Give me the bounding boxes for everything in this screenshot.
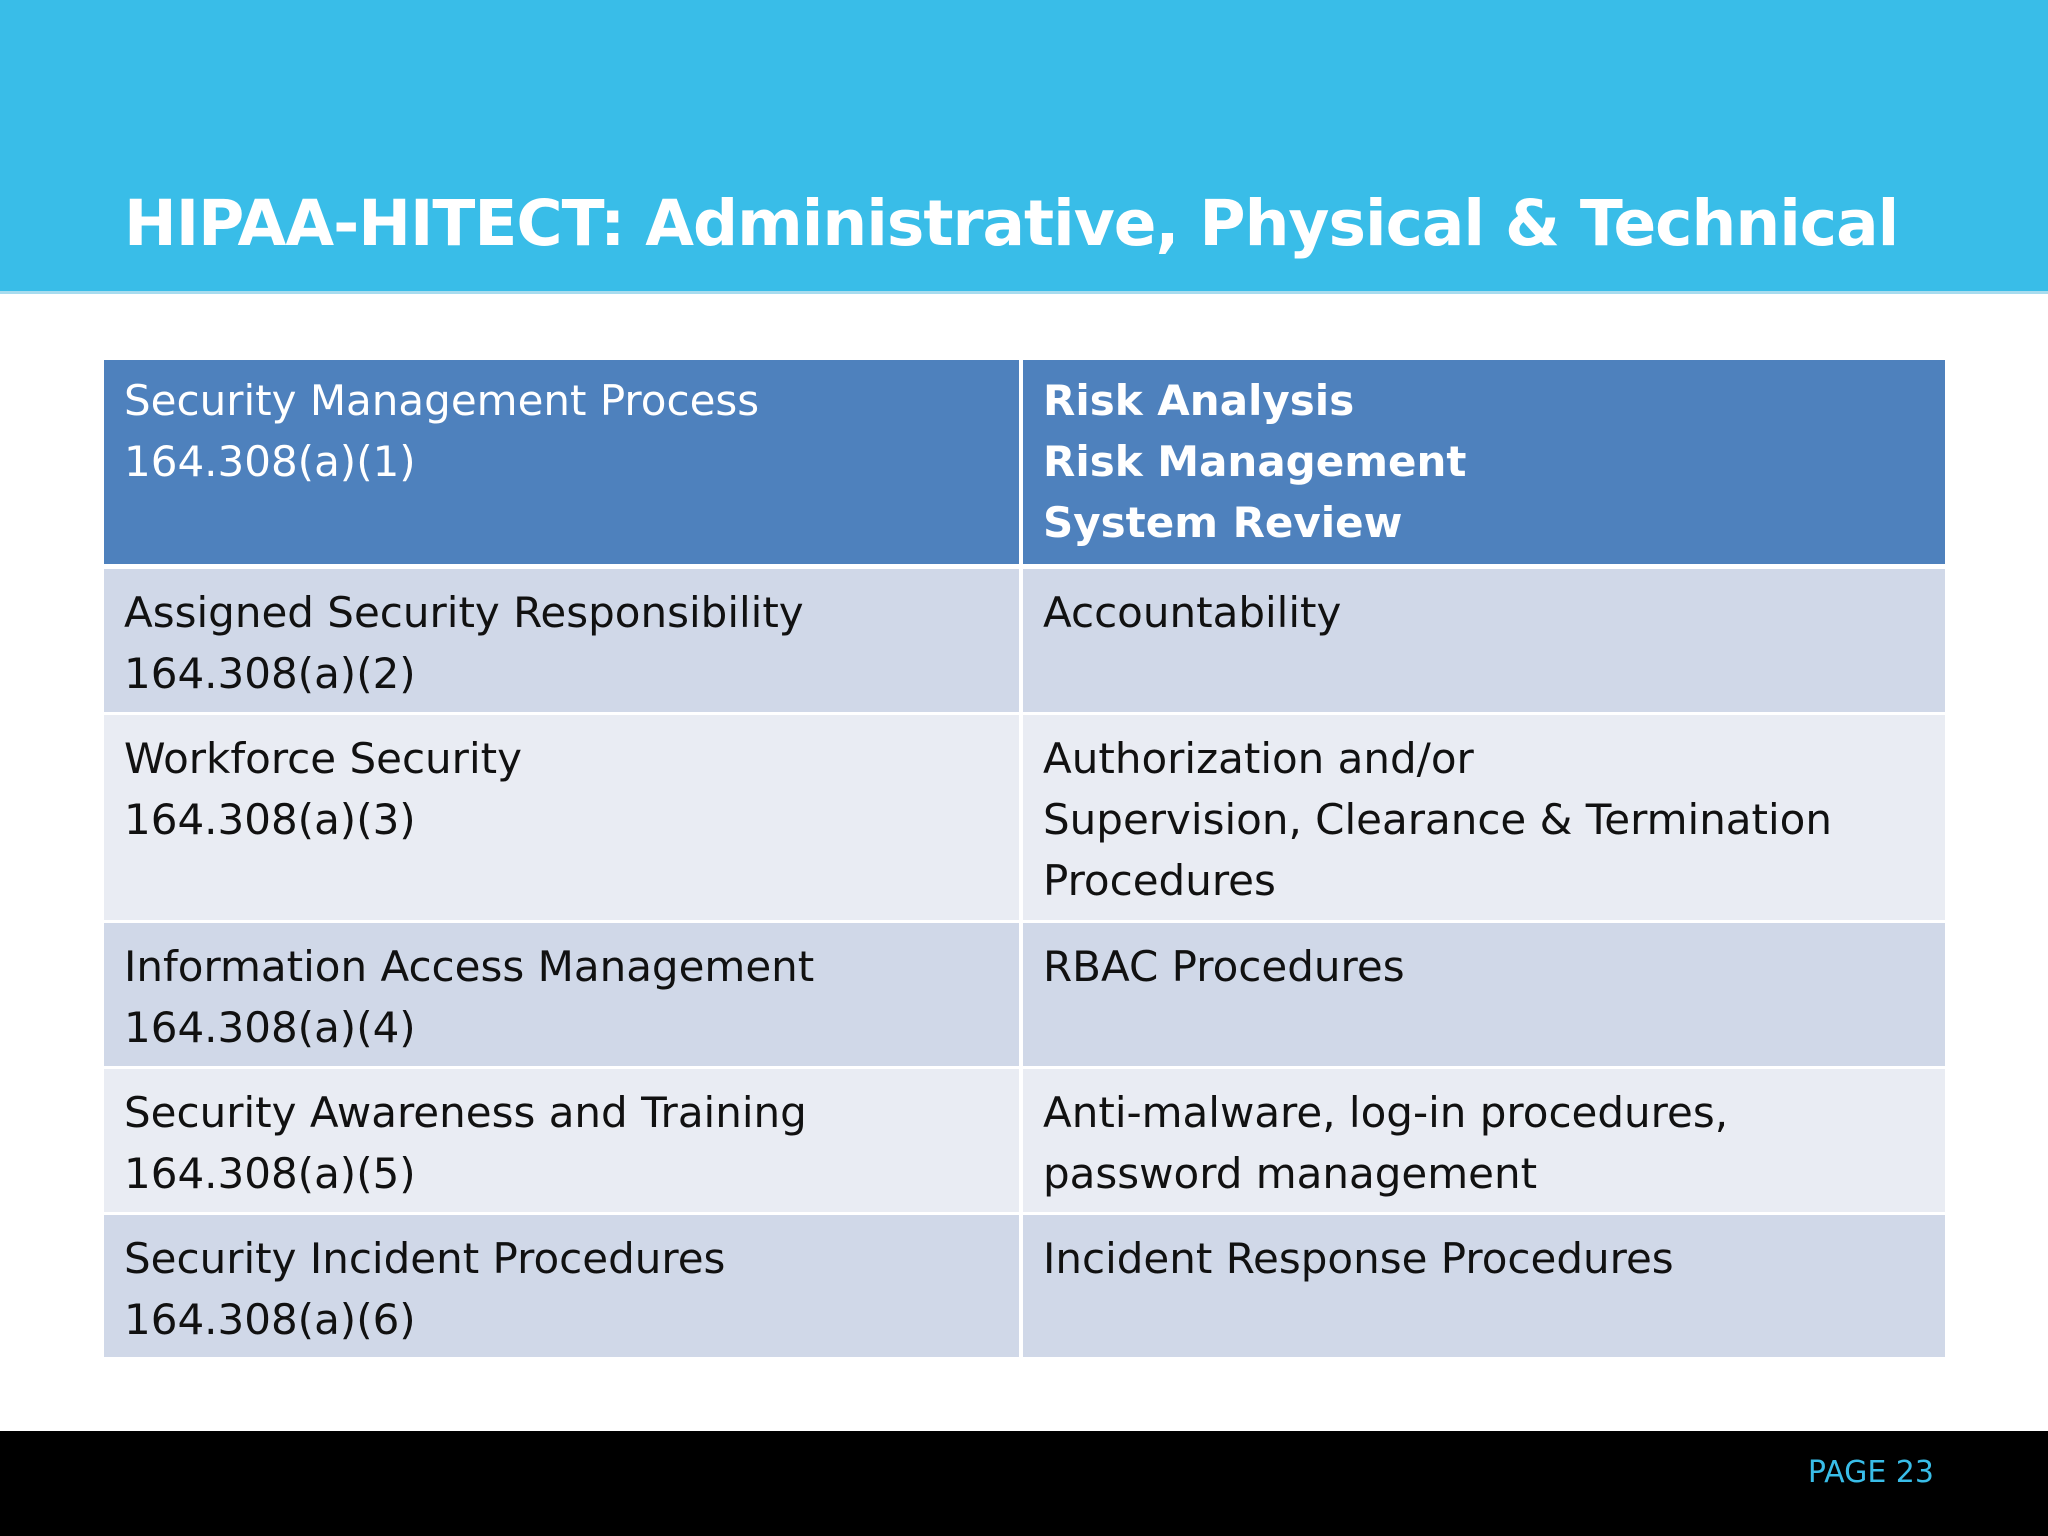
specification-line: RBAC Procedures [1043,942,1405,991]
specification-line: password management [1043,1149,1538,1198]
specification-line: Supervision, Clearance & Termination [1043,795,1832,844]
standard-name: Assigned Security Responsibility [124,588,804,637]
table-row [104,923,1945,1069]
standard-name: Workforce Security [124,734,522,783]
specification-line: System Review [1043,498,1403,547]
standard-name: Security Management Process [124,376,760,425]
table-cell-standard [104,1215,1023,1357]
standard-citation: 164.308(a)(1) [124,437,416,486]
table-row [104,1215,1945,1357]
title-bar [0,0,2048,294]
table-cell-standard [104,569,1023,712]
specification-line: Incident Response Procedures [1043,1234,1674,1283]
table-cell-standard [104,715,1023,920]
table-cell-specification [1023,360,1945,564]
page-number: PAGE 23 [1807,1455,1934,1490]
table-row [104,569,1945,715]
specification-line: Risk Analysis [1043,376,1355,425]
table-row-header [104,360,1945,569]
specification-line: Anti-malware, log-in procedures, [1043,1088,1729,1137]
slide-title: HIPAA-HITECT: Administrative, Physical & Technical [124,187,1899,260]
standard-name: Security Awareness and Training [124,1088,807,1137]
standard-citation: 164.308(a)(3) [124,795,416,844]
table-cell-standard [104,923,1023,1066]
table-cell-specification [1023,923,1945,1066]
requirements-table [104,360,1945,1357]
table-cell-standard [104,360,1023,564]
standard-name: Security Incident Procedures [124,1234,726,1283]
table-cell-specification [1023,1069,1945,1212]
table-cell-specification [1023,715,1945,920]
specification-line: Authorization and/or [1043,734,1474,783]
table-row [104,715,1945,923]
standard-name: Information Access Management [124,942,815,991]
standard-citation: 164.308(a)(4) [124,1003,416,1052]
table-row [104,1069,1945,1215]
specification-line: Risk Management [1043,437,1467,486]
table-cell-standard [104,1069,1023,1212]
table-cell-specification [1023,1215,1945,1357]
specification-line: Procedures [1043,856,1276,905]
footer-bar [0,1431,2048,1536]
table-cell-specification [1023,569,1945,712]
specification-line: Accountability [1043,588,1342,637]
standard-citation: 164.308(a)(2) [124,649,416,698]
standard-citation: 164.308(a)(5) [124,1149,416,1198]
standard-citation: 164.308(a)(6) [124,1295,416,1344]
